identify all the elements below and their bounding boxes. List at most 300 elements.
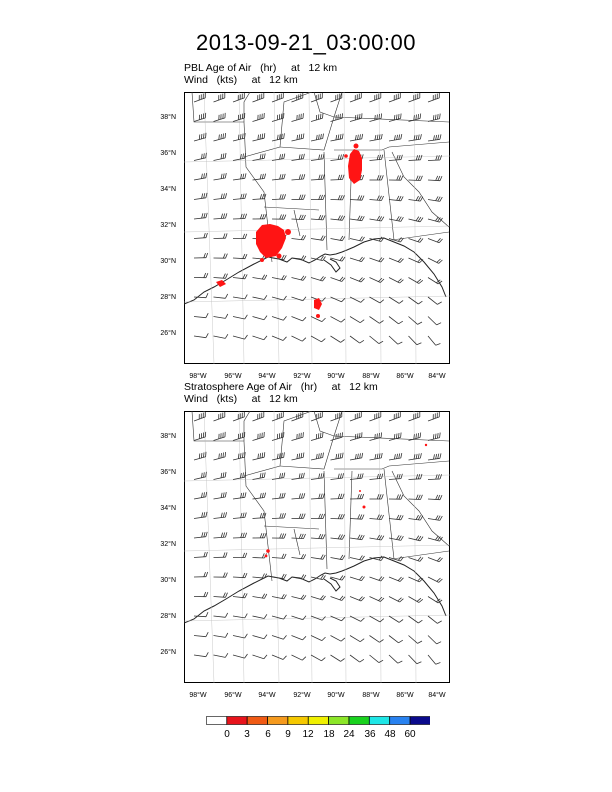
wind-barb: [272, 655, 287, 660]
wind-barb: [272, 133, 284, 141]
wind-barb: [253, 214, 267, 219]
wind-barb: [272, 275, 286, 280]
strat-age-field: [265, 444, 428, 558]
wind-barb: [350, 237, 365, 242]
wind-barb: [214, 613, 228, 617]
wind-barb: [272, 594, 286, 599]
p1-lat-28: 28°N: [160, 294, 176, 301]
p1-lat-26: 26°N: [160, 330, 176, 337]
wind-barb: [409, 474, 423, 480]
wind-barb: [350, 453, 363, 460]
wind-barb: [409, 453, 422, 460]
p2-lat-26: 26°N: [160, 649, 176, 656]
wind-barb: [409, 196, 423, 201]
wind-barb: [233, 315, 247, 319]
wind-barb: [331, 215, 345, 220]
wind-barb: [214, 153, 227, 161]
colorbar-label-9: 9: [285, 729, 291, 740]
wind-barb: [194, 193, 207, 200]
wind-barb: [311, 534, 325, 539]
wind-barb: [214, 93, 225, 102]
wind-barb: [409, 557, 424, 562]
wind-barb: [194, 492, 207, 499]
wind-barb: [214, 254, 228, 259]
wind-barb: [253, 295, 267, 299]
panel2-field-title: Stratosphere Age of Air (hr) at 12 km: [184, 381, 378, 393]
wind-barb: [409, 655, 422, 664]
wind-barb: [428, 336, 440, 345]
wind-barb: [194, 472, 206, 480]
wind-barb: [311, 473, 324, 480]
p2-lon-92: 92°W: [293, 692, 311, 699]
wind-barb: [253, 133, 265, 141]
wind-barb: [311, 236, 325, 241]
wind-barb: [292, 432, 304, 440]
p1-lon-98: 98°W: [189, 373, 207, 380]
basemap-lines: [184, 411, 450, 683]
wind-barb: [233, 614, 247, 618]
wind-barb: [428, 134, 441, 141]
wind-barb: [370, 216, 384, 221]
wind-barb: [409, 258, 424, 263]
wind-barb: [272, 635, 287, 639]
wind-barb: [214, 133, 226, 141]
wind-barb: [350, 134, 363, 141]
wind-barb: [428, 453, 441, 460]
wind-barb: [311, 555, 325, 560]
wind-barb: [292, 412, 303, 421]
wind-barb: [389, 196, 403, 201]
wind-barb: [370, 336, 384, 344]
wind-barb: [370, 515, 384, 520]
wind-barb: [350, 494, 364, 499]
wind-barb: [311, 595, 326, 600]
p1-lon-96: 96°W: [224, 373, 242, 380]
p1-lon-92: 92°W: [293, 373, 311, 380]
wind-barb: [214, 314, 228, 318]
wind-barb: [389, 317, 403, 324]
wind-barb: [428, 557, 443, 562]
wind-barb: [292, 195, 306, 200]
wind-barb: [233, 654, 248, 658]
wind-barb: [331, 494, 345, 499]
wind-barb: [253, 275, 267, 280]
wind-barb: [233, 513, 246, 519]
wind-barb: [214, 173, 227, 180]
wind-barb: [214, 233, 228, 238]
wind-barb: [253, 614, 267, 618]
wind-barb: [233, 472, 246, 479]
wind-barb: [389, 155, 402, 161]
colorbar-box: [247, 717, 267, 725]
wind-barb: [292, 655, 306, 660]
p1-lon-86: 86°W: [396, 373, 414, 380]
wind-barb: [194, 93, 205, 102]
wind-barb: [311, 113, 323, 121]
wind-barb: [292, 636, 307, 640]
wind-barb: [194, 233, 207, 239]
wind-barb: [409, 176, 423, 181]
wind-barb: [194, 313, 208, 318]
main-title: 2013-09-21_03:00:00: [196, 30, 416, 55]
wind-barb: [389, 278, 403, 284]
wind-barb: [389, 577, 404, 582]
wind-barb: [214, 532, 227, 538]
wind-barb: [389, 495, 403, 500]
wind-barb: [214, 472, 227, 480]
wind-barb: [272, 615, 287, 619]
wind-barb: [253, 412, 264, 421]
wind-barb: [292, 215, 306, 220]
wind-barb: [331, 175, 345, 180]
wind-barb: [350, 514, 364, 519]
wind-barb: [233, 432, 245, 441]
wind-barb: [272, 493, 285, 499]
wind-barb: [253, 635, 268, 639]
wind-barb: [214, 552, 228, 557]
wind-barbs: [194, 412, 443, 664]
strat-map-svg: [184, 411, 450, 683]
colorbar-label-60: 60: [404, 729, 416, 740]
wind-barb: [331, 453, 344, 460]
wind-barb: [253, 452, 265, 460]
wind-barb: [389, 412, 400, 421]
wind-barb: [233, 452, 245, 460]
wind-barb: [428, 636, 441, 644]
wind-barb: [389, 176, 403, 181]
wind-barb: [272, 174, 285, 180]
wind-barb: [389, 114, 401, 122]
wind-barb: [233, 254, 247, 259]
wind-barb: [370, 175, 384, 180]
wind-barb: [370, 597, 385, 602]
wind-barb: [331, 154, 344, 160]
wind-barb: [214, 334, 228, 338]
wind-barb: [428, 515, 442, 520]
wind-barb: [370, 134, 383, 141]
wind-barb: [350, 317, 364, 323]
wind-barb: [350, 257, 365, 262]
wind-barb: [214, 113, 226, 122]
wind-barb: [253, 113, 265, 122]
wind-barb: [331, 636, 345, 642]
colorbar-box: [349, 717, 369, 725]
wind-barb: [389, 515, 403, 520]
wind-barb: [311, 636, 326, 641]
wind-barb: [370, 432, 382, 440]
p2-lat-28: 28°N: [160, 613, 176, 620]
p1-lon-90: 90°W: [327, 373, 345, 380]
wind-barb: [428, 278, 442, 284]
p2-lat-32: 32°N: [160, 541, 176, 548]
wind-barb: [389, 597, 403, 603]
wind-barb: [311, 514, 325, 519]
wind-barb: [194, 213, 207, 219]
wind-barb: [253, 574, 267, 579]
wind-barb: [272, 296, 287, 300]
colorbar-box: [410, 717, 430, 725]
wind-barb: [350, 216, 364, 221]
wind-barb: [428, 114, 440, 122]
wind-barb: [292, 134, 304, 142]
wind-barb: [292, 616, 307, 620]
wind-barb: [233, 173, 246, 180]
colorbar-label-12: 12: [302, 729, 314, 740]
wind-barb: [350, 597, 365, 602]
wind-barb: [194, 572, 208, 577]
wind-barb: [331, 297, 346, 302]
wind-barb: [292, 174, 305, 180]
basemap-lines: [184, 92, 450, 364]
wind-barb: [409, 336, 422, 345]
wind-barb: [194, 632, 208, 637]
wind-barb: [272, 194, 286, 199]
wind-barb: [253, 533, 267, 538]
wind-barb: [331, 195, 345, 200]
colorbar-box: [369, 717, 389, 725]
p2-lat-36: 36°N: [160, 469, 176, 476]
wind-barb: [389, 655, 402, 663]
wind-barb: [370, 577, 385, 582]
wind-barb: [311, 175, 324, 181]
wind-barb: [292, 336, 306, 341]
wind-barb: [331, 514, 345, 519]
colorbar-box: [308, 717, 328, 725]
wind-barb: [214, 432, 226, 441]
wind-barb: [428, 238, 443, 243]
wind-barb: [331, 236, 345, 241]
wind-barb: [253, 553, 267, 558]
wind-barb: [370, 636, 384, 643]
wind-barb: [428, 495, 442, 500]
wind-barb: [253, 336, 268, 340]
wind-barb: [331, 596, 346, 601]
wind-barb: [233, 335, 248, 339]
wind-barb: [194, 273, 208, 278]
wind-barb: [350, 336, 364, 343]
wind-barb: [311, 195, 325, 200]
wind-barb: [370, 297, 384, 303]
p2-lon-86: 86°W: [396, 692, 414, 699]
wind-barb: [331, 616, 346, 621]
wind-barb: [214, 452, 226, 460]
wind-barb: [311, 215, 325, 220]
wind-barb: [272, 154, 285, 161]
wind-barb: [194, 592, 208, 597]
wind-barb: [409, 155, 423, 161]
colorbar-box: [329, 717, 349, 725]
wind-barb: [292, 554, 306, 559]
wind-barb: [233, 113, 245, 122]
wind-barb: [253, 472, 266, 479]
wind-barb: [428, 297, 442, 304]
p2-lat-30: 30°N: [160, 577, 176, 584]
wind-barb: [253, 153, 266, 160]
wind-barb: [194, 412, 205, 421]
wind-barb: [292, 514, 306, 519]
wind-barb: [272, 93, 283, 102]
p2-lon-90: 90°W: [327, 692, 345, 699]
wind-barb: [389, 258, 404, 263]
p1-lat-34: 34°N: [160, 186, 176, 193]
p2-lon-84: 84°W: [428, 692, 446, 699]
wind-barb: [311, 432, 323, 440]
wind-barb: [350, 636, 364, 642]
wind-barb: [350, 432, 362, 440]
pbl-age-map: [184, 92, 450, 364]
wind-barb: [331, 277, 346, 282]
pbl-map-svg: [184, 92, 450, 364]
wind-barb: [331, 534, 345, 539]
wind-barb: [428, 93, 439, 102]
panel2-wind-title: Wind (kts) at 12 km: [184, 393, 298, 405]
p1-lat-38: 38°N: [160, 114, 176, 121]
wind-barb: [428, 176, 442, 181]
wind-barb: [292, 493, 305, 499]
wind-barb: [272, 336, 287, 341]
wind-barb: [389, 433, 401, 441]
p1-lon-88: 88°W: [362, 373, 380, 380]
panel1-wind-title: Wind (kts) at 12 km: [184, 74, 298, 86]
wind-barb: [311, 276, 326, 281]
colorbar-label-36: 36: [364, 729, 376, 740]
wind-barb: [233, 553, 247, 558]
wind-barb: [253, 513, 266, 519]
wind-barb: [409, 495, 423, 500]
colorbar-label-24: 24: [343, 729, 355, 740]
wind-barb: [214, 653, 228, 657]
wind-barb: [370, 196, 384, 201]
wind-barb: [233, 214, 247, 219]
wind-barb: [350, 576, 365, 581]
wind-barb: [272, 554, 286, 559]
wind-barb: [214, 274, 228, 279]
stratosphere-age-map: [184, 411, 450, 683]
wind-barb: [428, 155, 442, 160]
wind-barb: [292, 113, 304, 121]
wind-barb: [370, 317, 384, 324]
wind-barb: [331, 655, 345, 661]
wind-barb: [194, 652, 208, 656]
wind-barb: [272, 513, 286, 518]
wind-barb: [253, 316, 268, 320]
p2-lon-94: 94°W: [258, 692, 276, 699]
wind-barb: [214, 512, 227, 518]
colorbar-box: [288, 717, 308, 725]
wind-barb: [389, 93, 400, 102]
wind-barb: [350, 412, 361, 421]
wind-barb: [194, 432, 206, 441]
colorbar-box: [268, 717, 288, 725]
wind-barb: [194, 512, 207, 519]
wind-barb: [233, 153, 246, 160]
colorbar-box: [207, 717, 227, 725]
p1-lat-30: 30°N: [160, 258, 176, 265]
wind-barb: [311, 655, 325, 661]
wind-barb: [428, 597, 442, 603]
wind-barb: [214, 294, 228, 298]
wind-barb: [233, 133, 245, 141]
colorbar-label-6: 6: [265, 729, 271, 740]
wind-barb: [194, 153, 206, 161]
wind-barb: [409, 134, 422, 141]
wind-barb: [350, 278, 365, 283]
wind-barb: [409, 278, 423, 284]
wind-barb: [350, 195, 364, 200]
wind-barb: [428, 433, 440, 441]
p1-lat-32: 32°N: [160, 222, 176, 229]
wind-barb: [428, 317, 441, 325]
p2-lon-96: 96°W: [224, 692, 242, 699]
wind-barb: [292, 595, 307, 600]
wind-barb: [272, 574, 286, 579]
wind-barb: [194, 113, 206, 122]
wind-barb: [253, 655, 268, 659]
wind-barb: [370, 494, 384, 499]
wind-barb: [194, 532, 207, 538]
wind-barb: [292, 317, 307, 321]
wind-barb: [350, 535, 364, 540]
p2-lon-98: 98°W: [189, 692, 207, 699]
wind-barb: [272, 452, 284, 460]
p1-lat-36: 36°N: [160, 150, 176, 157]
p1-lon-84: 84°W: [428, 373, 446, 380]
wind-barb: [233, 533, 247, 538]
colorbar-label-0: 0: [224, 729, 230, 740]
wind-barb: [409, 577, 424, 582]
wind-barb: [350, 113, 362, 121]
wind-barb: [331, 336, 345, 342]
wind-barb: [428, 412, 439, 421]
wind-barb: [428, 616, 442, 623]
p2-lat-38: 38°N: [160, 433, 176, 440]
wind-barb: [389, 134, 402, 141]
wind-barb: [428, 474, 442, 479]
wind-barb: [233, 295, 247, 299]
colorbar-box: [227, 717, 247, 725]
wind-barb: [194, 452, 206, 460]
wind-barb: [350, 655, 364, 662]
wind-barb: [331, 555, 345, 560]
wind-barb: [331, 134, 344, 141]
panel1-field-title: PBL Age of Air (hr) at 12 km: [184, 62, 338, 74]
wind-barb: [389, 636, 403, 643]
wind-barb: [311, 453, 324, 460]
colorbar-box: [390, 717, 410, 725]
wind-barb: [253, 93, 264, 102]
wind-barb: [350, 556, 365, 561]
wind-barb: [292, 235, 306, 240]
wind-barb: [409, 536, 424, 541]
wind-barb: [194, 552, 207, 558]
wind-barb: [311, 336, 325, 342]
wind-barb: [292, 297, 307, 301]
wind-barb: [370, 655, 384, 663]
wind-barb: [389, 453, 402, 460]
wind-barb: [370, 616, 384, 622]
wind-barb: [409, 636, 423, 644]
wind-barb: [370, 278, 385, 283]
wind-barb: [233, 194, 246, 200]
p2-lat-34: 34°N: [160, 505, 176, 512]
wind-barb: [389, 297, 403, 303]
wind-barb: [389, 616, 403, 622]
wind-barb: [331, 473, 344, 479]
wind-barb: [331, 93, 342, 102]
wind-barb: [350, 93, 361, 102]
colorbar-label-18: 18: [323, 729, 335, 740]
colorbar-label-3: 3: [244, 729, 250, 740]
